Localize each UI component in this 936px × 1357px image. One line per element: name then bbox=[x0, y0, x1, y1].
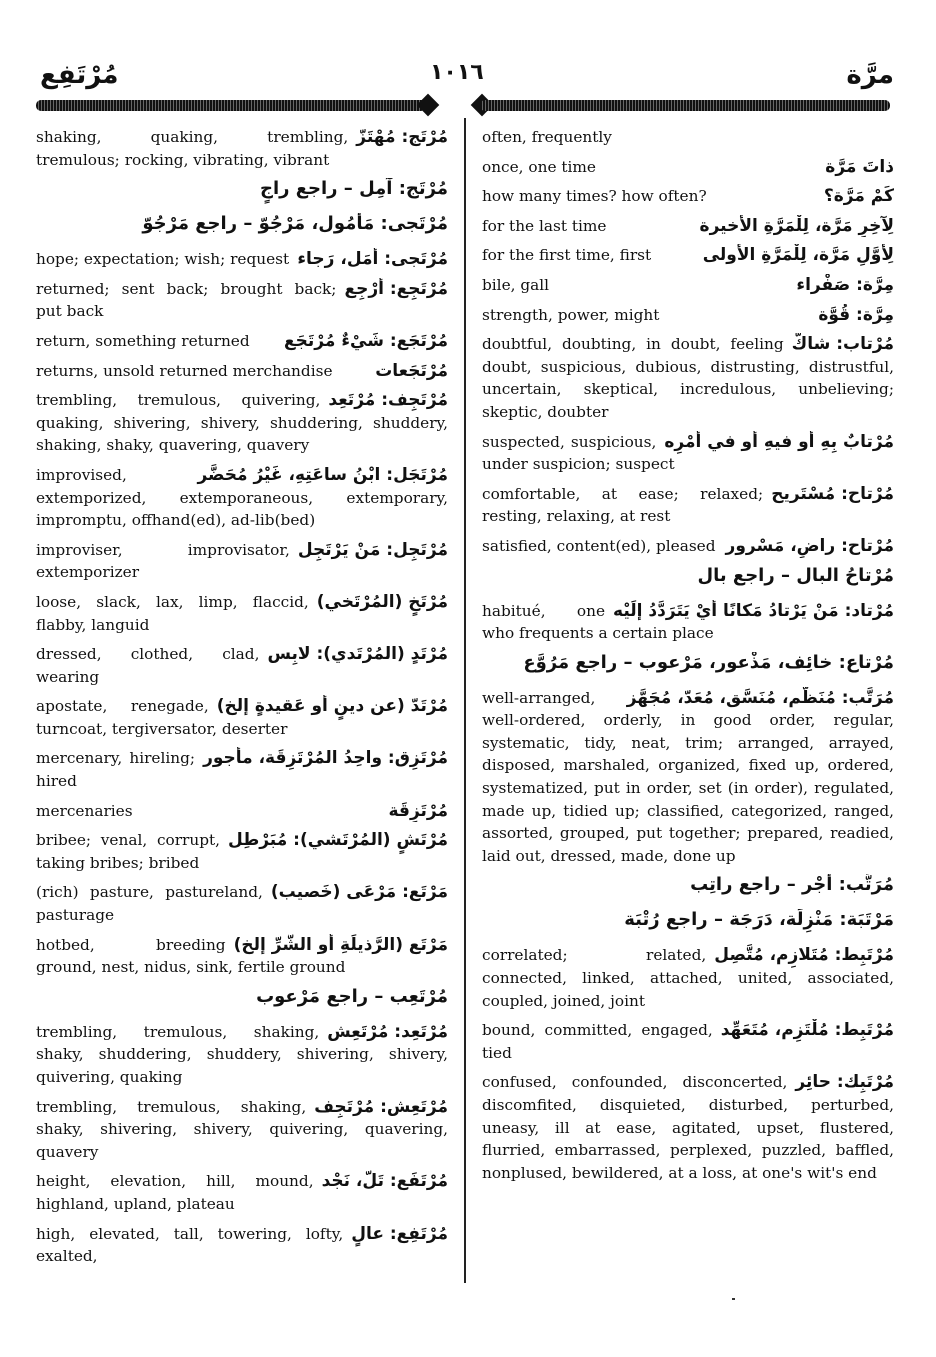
english-definition: loose, slack, lax, limp, flaccid, flabby, languid bbox=[36, 592, 309, 634]
arabic-headword: مُرْتَجَع: شَيْءٌ مُرْتَجَع bbox=[284, 330, 448, 351]
arabic-headword: مُرْتَفِع: عالٍ bbox=[351, 1223, 448, 1244]
arabic-headword: مُرْتَجِل: مَنْ يَرْتَجِل bbox=[297, 539, 448, 560]
dictionary-entry bbox=[482, 156, 894, 179]
arabic-headword: مُرْتاع: خائِف، مَذْعور، مَرْعوب – راجع مَرُوَّع bbox=[523, 651, 894, 673]
dictionary-entry bbox=[482, 687, 894, 868]
english-definition: bound, committed, engaged, tied bbox=[482, 1021, 713, 1062]
english-definition: shaking, quaking, trembling, tremulous; rocking, vibrating, vibrant bbox=[36, 128, 349, 169]
dictionary-entry bbox=[482, 185, 894, 208]
left-column bbox=[36, 126, 448, 1275]
dictionary-entry bbox=[482, 652, 894, 680]
page-number: ١٠١٦ bbox=[430, 60, 484, 85]
english-definition: correlated; related, connected, linked, attached, united, associated, coupled, joined, joint bbox=[482, 946, 894, 1010]
guide-word-right: مرَّة bbox=[846, 60, 894, 90]
arabic-headword: مُرْتَعِد: مُرْتَعِش bbox=[327, 1021, 448, 1042]
dictionary-entry bbox=[482, 600, 894, 645]
dictionary-entry bbox=[482, 431, 894, 476]
dictionary-entry bbox=[36, 1021, 448, 1089]
english-definition: how many times? how often? bbox=[482, 187, 707, 206]
arabic-headword: مُرْتاب: شاكّ bbox=[791, 334, 894, 355]
dictionary-entry bbox=[36, 934, 448, 979]
dictionary-entry bbox=[482, 274, 894, 297]
arabic-headword: مُرْتاد: مَنْ يَرْتادُ مَكانًا أيْ يَتَرَدَّدُ إلَيْه bbox=[613, 600, 894, 621]
english-definition: strength, power, might bbox=[482, 305, 660, 324]
arabic-headword: ذاتَ مَرَّة bbox=[825, 156, 894, 177]
dictionary-entry bbox=[482, 215, 894, 238]
english-definition: satisfied, content(ed), pleased bbox=[482, 536, 716, 555]
english-definition: confused, confounded, disconcerted, discomfited, disquieted, disturbed, perturbed, uneasy, ill at ease, agitated, upset, flustered, flurried, embarrassed, perplexed, puzzled, baffled, nonplused, bewildered, at a loss, at one's wit's end bbox=[482, 1073, 894, 1182]
dictionary-entry bbox=[36, 213, 448, 241]
arabic-headword: مُرْتَخٍ (المُرْتَخي) bbox=[316, 591, 448, 612]
dictionary-entry bbox=[36, 278, 448, 323]
dictionary-entry bbox=[36, 1223, 448, 1268]
english-definition: hotbed, breeding ground, nest, nidus, sink, fertile ground bbox=[36, 935, 346, 977]
english-definition: returns, unsold returned merchandise bbox=[36, 361, 333, 380]
arabic-headword: مُرْتاح: راضٍ، مَسْرور bbox=[725, 535, 894, 556]
dictionary-entry bbox=[36, 800, 448, 823]
english-definition: return, something returned bbox=[36, 331, 250, 350]
english-definition: suspected, suspicious, under suspicion; suspect bbox=[482, 432, 675, 474]
dictionary-entry bbox=[482, 483, 894, 528]
arabic-headword: مَرْتَع (الرَّذيلَةِ أو الشَّرِّ إلخ) bbox=[233, 934, 448, 955]
right-column bbox=[482, 126, 894, 1191]
english-definition: once, one time bbox=[482, 157, 596, 176]
arabic-headword: مُرْتَبِك: حائِر bbox=[795, 1072, 894, 1093]
dictionary-entry bbox=[36, 829, 448, 874]
arabic-headword: مُرْتَعِب – راجع مَرْعوب bbox=[256, 985, 448, 1007]
dictionary-entry bbox=[36, 591, 448, 636]
dictionary-entry bbox=[36, 389, 448, 457]
arabic-headword: مَرْتَع: مَرْعَى (خَصيب) bbox=[270, 882, 448, 903]
english-definition: trembling, tremulous, shaking, shaky, shuddering, shuddery, shivering, shivery, quivering, quaking bbox=[36, 1022, 448, 1086]
dictionary-entry bbox=[36, 695, 448, 740]
dictionary-entry bbox=[482, 909, 894, 937]
dictionary-entry bbox=[36, 464, 448, 532]
dictionary-entry bbox=[36, 747, 448, 792]
english-definition: comfortable, at ease; relaxed; resting, relaxing, at rest bbox=[482, 484, 764, 526]
dictionary-entry bbox=[482, 535, 894, 558]
arabic-headword: مُرْتَج: مُهْتَزّ bbox=[356, 127, 448, 147]
arabic-headword: مُرْتَعِش: مُرْتَجِف bbox=[314, 1096, 448, 1117]
dictionary-entry bbox=[482, 944, 894, 1012]
english-definition: habitué, one who frequents a certain place bbox=[482, 601, 714, 643]
arabic-headword: مُرْتابٌ بِهِ أو فيهِ أو في أمْرِه bbox=[664, 431, 894, 452]
arabic-headword: مُرَتَّب: مُنَظَّم، مُنَسَّق، مُعَدّ، مُجَهَّز bbox=[626, 687, 894, 708]
header-rule-left bbox=[36, 100, 426, 111]
arabic-headword: مُرْتاح: مُسْتَريح bbox=[771, 483, 894, 504]
dictionary-entry bbox=[36, 539, 448, 584]
arabic-headword: مَرْتَبَة: مَنْزِلَة، دَرَجَة – راجع رُتْبَة bbox=[624, 909, 894, 931]
english-definition: mercenaries bbox=[36, 801, 133, 820]
rule-diamond-ornament bbox=[417, 94, 440, 117]
dictionary-entry bbox=[482, 565, 894, 593]
english-definition: well-arranged, well-ordered, orderly, in good order, regular, systematic, tidy, neat, trim; arranged, arrayed, disposed, marshaled, organized, fixed up, ordered, systematized, put in order, set (in order), regulated, made up, tidied up; classified, categorized, ranged, assorted, grouped, put together; prepared, readied, laid out, dressed, made, done up bbox=[482, 688, 894, 865]
arabic-headword: مُرْتَبِط: مُتَلازِم، مُتَّصِل bbox=[714, 945, 894, 966]
dictionary-entry bbox=[36, 986, 448, 1014]
dictionary-entry bbox=[482, 1071, 894, 1184]
dictionary-entry bbox=[482, 874, 894, 902]
speck bbox=[732, 1298, 735, 1300]
dictionary-entry bbox=[482, 126, 894, 149]
english-definition: bile, gall bbox=[482, 275, 550, 294]
english-definition: doubtful, doubting, in doubt, feeling doubt, suspicious, dubious, distrusting, distrustful, uncertain, skeptical, incredulous, unbelieving; skeptic, doubter bbox=[482, 335, 894, 421]
english-definition: bribee; venal, corrupt, taking bribes; bribed bbox=[36, 831, 221, 872]
english-definition: (rich) pasture, pastureland, pasturage bbox=[36, 883, 263, 925]
column-divider bbox=[464, 118, 466, 1283]
dictionary-entry bbox=[36, 1096, 448, 1164]
dictionary-entry bbox=[482, 244, 894, 267]
arabic-headword: مُرْتَجى: مَأْمُول، مَرْجُوّ – راجع مَرْجُوّ bbox=[142, 213, 448, 235]
english-definition: often, frequently bbox=[482, 128, 612, 146]
dictionary-entry bbox=[36, 248, 448, 271]
dictionary-entry bbox=[36, 330, 448, 353]
english-definition: improviser, improvisator, extemporizer bbox=[36, 540, 290, 582]
dictionary-entry bbox=[482, 1019, 894, 1064]
arabic-headword: كَمْ مَرَّة؟ bbox=[823, 186, 894, 207]
arabic-headword: مُرْتَدّ (عن دينٍ أو عَقيدةٍ إلخ) bbox=[216, 696, 448, 717]
arabic-headword: مُرْتَزِقَة bbox=[388, 800, 448, 821]
arabic-headword: لِآخِرِ مَرَّة، لِلْمَرَّةِ الأخيرة bbox=[699, 215, 894, 236]
arabic-headword: مُرَتَّب: أَجْر – راجع راتِب bbox=[690, 874, 894, 896]
arabic-headword: مُرْتَجِع: أُرْجِع bbox=[344, 278, 448, 299]
arabic-headword: مُرْتَشٍ (المُرْتَشي): مُبَرْطِل bbox=[228, 830, 448, 851]
english-definition: high, elevated, tall, towering, lofty, exalted, bbox=[36, 1224, 344, 1266]
arabic-headword: مِرَّة: صَفْراء bbox=[796, 274, 894, 295]
arabic-headword: لِأَوَّلِ مَرَّة، لِلْمَرَّةِ الأولى bbox=[702, 245, 894, 266]
dictionary-entry bbox=[36, 360, 448, 383]
dictionary-entry bbox=[36, 1170, 448, 1215]
english-definition: dressed, clothed, clad, wearing bbox=[36, 645, 260, 686]
arabic-headword: مُرْتَفَع: تَلّ، نَجْد bbox=[321, 1171, 448, 1192]
arabic-headword: مُرْتَبِط: مُلْتَزِم، مُتَعَهِّد bbox=[720, 1020, 894, 1041]
arabic-headword: مُرْتاحُ البال – راجع بال bbox=[697, 564, 894, 586]
arabic-headword: مُرْتَدٍ (المُرْتَدي): لابِس bbox=[267, 644, 448, 665]
dictionary-entry bbox=[482, 333, 894, 423]
dictionary-entry bbox=[36, 643, 448, 688]
english-definition: trembling, tremulous, quivering, quaking, shivering, shivery, shuddering, shuddery, shaking, shaky, quavering, quavery bbox=[36, 391, 448, 455]
english-definition: apostate, renegade, turncoat, tergiversator, deserter bbox=[36, 697, 288, 738]
arabic-headword: مُرْتَجَعات bbox=[375, 360, 448, 381]
english-definition: improvised, extemporized, extemporaneous, extemporary, impromptu, offhand(ed), ad-lib(bed) bbox=[36, 465, 448, 530]
english-definition: for the last time bbox=[482, 216, 607, 235]
english-definition: trembling, tremulous, shaking, shaky, shivering, shivery, quivering, quavering, quavery bbox=[36, 1097, 448, 1161]
header-rule-right bbox=[480, 100, 890, 111]
arabic-headword: مُرْتَجِف: مُرْتَعِد bbox=[328, 390, 448, 411]
arabic-headword: مُرْتَجَل: ابْنُ ساعَتِهِ، غَيْرُ مُحَضَّر bbox=[197, 464, 448, 485]
english-definition: for the first time, first bbox=[482, 246, 652, 265]
english-definition: hope; expectation; wish; request bbox=[36, 250, 290, 269]
page-header bbox=[0, 0, 936, 130]
guide-word-left: مُرْتَفِع bbox=[40, 60, 119, 90]
dictionary-entry bbox=[482, 304, 894, 327]
english-definition: mercenary, hireling; hired bbox=[36, 749, 196, 791]
arabic-headword: مُرْتَزِق: واحِدُ المُرْتَزِقَة، مأجور bbox=[203, 748, 448, 769]
arabic-headword: مُرْتَجى: أمَل، رَجاء bbox=[297, 249, 448, 270]
english-definition: height, elevation, hill, mound, highland, upland, plateau bbox=[36, 1172, 314, 1213]
english-definition: returned; sent back; brought back; put back bbox=[36, 279, 337, 321]
arabic-headword: مُرْتَج: آمِل – راجع راجٍ bbox=[259, 178, 448, 200]
dictionary-entry bbox=[36, 178, 448, 206]
dictionary-entry bbox=[36, 126, 448, 171]
arabic-headword: مِرَّة: قُوَّة bbox=[818, 304, 894, 325]
dictionary-entry bbox=[36, 881, 448, 926]
